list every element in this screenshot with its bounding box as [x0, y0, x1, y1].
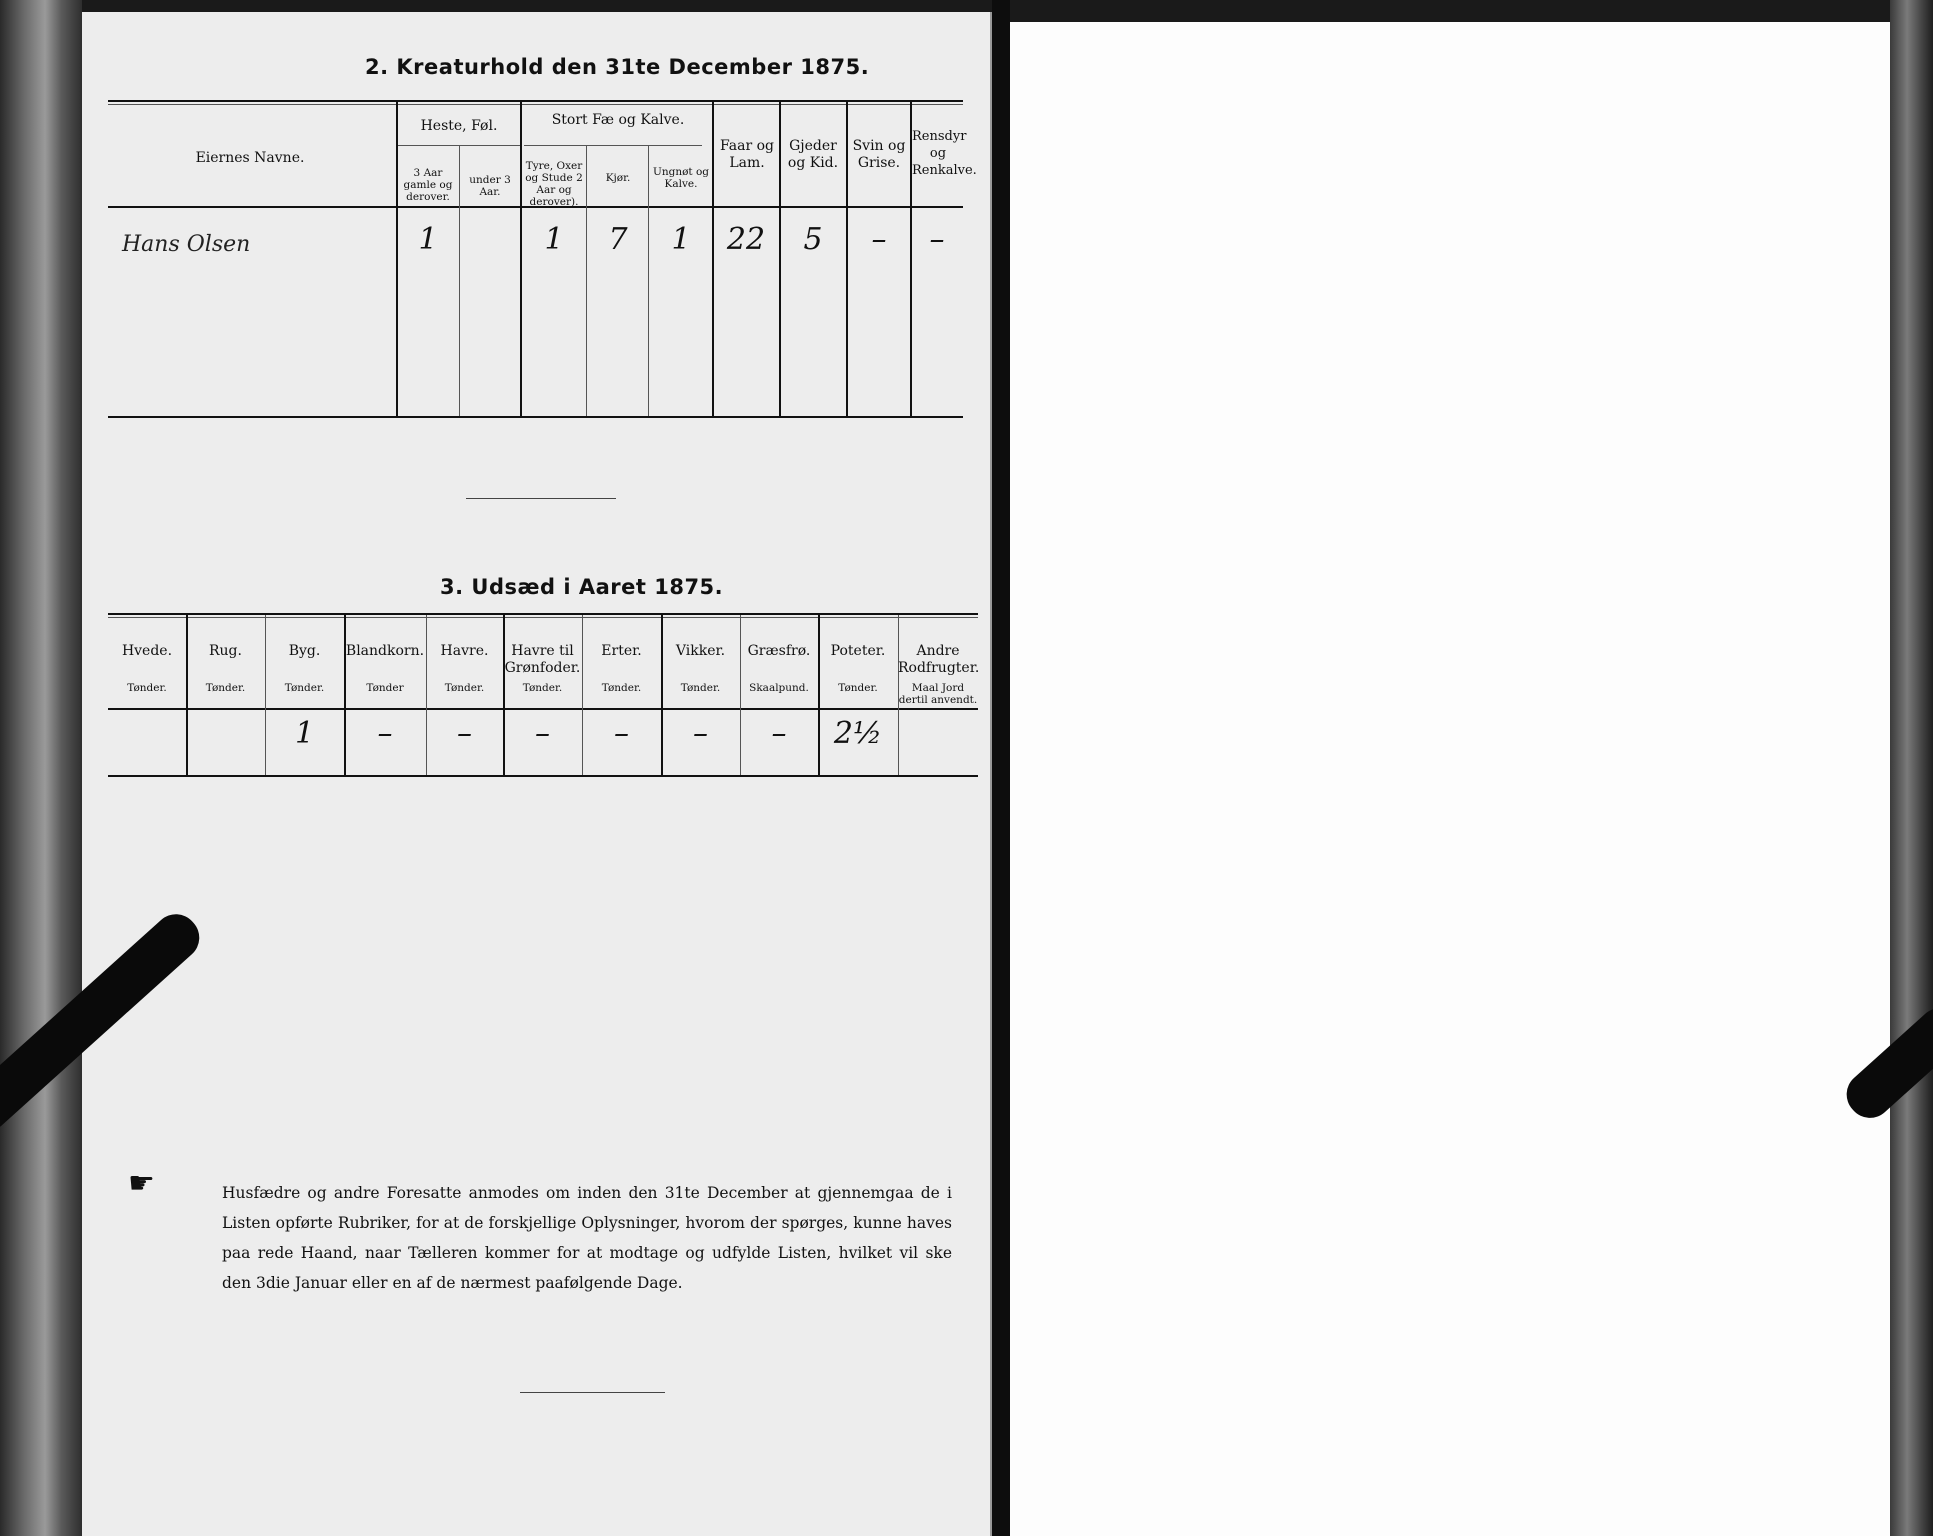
- seed-value-cell: 1: [294, 716, 315, 751]
- seed-value-cell: –: [693, 716, 708, 751]
- book-edge-right: [1890, 0, 1933, 1536]
- seed-col-unit: Tønder.: [127, 682, 167, 694]
- table2-col-sep: [648, 145, 649, 416]
- table2-top-rule: [108, 100, 963, 102]
- col-horses-young-header: under 3 Aar.: [469, 174, 511, 198]
- table2-col-sep: [712, 102, 714, 416]
- table2-col-sep: [396, 102, 398, 416]
- seed-col-name: Andre Rodfrugter.: [898, 643, 980, 676]
- seed-value-cell: –: [614, 716, 629, 751]
- col-cattle-header: Stort Fæ og Kalve.: [551, 112, 685, 128]
- col-horses-old-header: 3 Aar gamle og derover.: [403, 167, 453, 203]
- table3-header-rule: [108, 708, 978, 710]
- col-young-cattle-header: Ungnøt og Kalve.: [652, 166, 710, 190]
- seed-col-name: Poteter.: [830, 643, 886, 659]
- table2-cattle-subrule: [524, 145, 702, 146]
- col-horses-header: Heste, Føl.: [420, 118, 498, 134]
- seed-col-name: Havre.: [440, 643, 489, 659]
- seed-col-unit: Tønder.: [680, 682, 721, 694]
- cell-young-cattle: 1: [671, 222, 691, 257]
- col-sheep-header: Faar og Lam.: [720, 138, 774, 171]
- table3-col-sep: [661, 615, 663, 775]
- seed-col-name: Byg.: [288, 643, 321, 659]
- notice-text: Husfædre og andre Foresatte anmodes om inden den 31te December at gjennemgaa de i Listen opførte Rubriker, for at de forskjellige Oplysninger, hvorom der spørges, kunne haves paa rede Haand, naar Tælleren kommer for at modtage og udfylde Listen, hvilket vil ske den 3die Januar eller en af de nærmest paafølgende Dage.: [222, 1184, 952, 1292]
- seed-col-unit: Tønder: [366, 682, 404, 694]
- seed-col-unit: Tønder.: [838, 682, 878, 694]
- seed-col-name: Græsfrø.: [747, 643, 811, 659]
- seed-col-name: Vikker.: [675, 643, 726, 659]
- table2-horse-subrule: [396, 145, 520, 146]
- seed-col-name: Havre til Grønfoder.: [504, 643, 581, 676]
- col-pigs-header: Svin og Grise.: [852, 138, 906, 171]
- table3-col-sep: [344, 615, 346, 775]
- seed-col-unit: Skaalpund.: [749, 682, 809, 694]
- seed-col-unit: Tønder.: [205, 682, 246, 694]
- cell-bulls: 1: [544, 222, 564, 257]
- table3-top-rule: [108, 613, 978, 615]
- seed-col-unit: Tønder.: [284, 682, 325, 694]
- cell-goats: 5: [803, 222, 823, 257]
- cell-sheep: 22: [726, 222, 766, 257]
- seed-col-name: Blandkorn.: [345, 643, 425, 659]
- seed-col-name: Rug.: [209, 643, 242, 659]
- col-owner-header: Eiernes Navne.: [195, 150, 305, 166]
- col-cows-header: Kjør.: [605, 172, 631, 184]
- table3-col-sep: [582, 615, 583, 775]
- pointing-hand-icon: ☛: [128, 1166, 155, 1201]
- table3-col-sep: [186, 615, 188, 775]
- seed-col-unit: Maal Jord dertil anvendt.: [898, 682, 978, 706]
- col-bulls-header: Tyre, Oxer og Stude 2 Aar og derover).: [525, 160, 583, 208]
- seed-col-unit: Tønder.: [601, 682, 642, 694]
- table3-col-sep: [503, 615, 505, 775]
- table3-bottom-rule: [108, 775, 978, 777]
- cell-pigs: –: [871, 222, 887, 257]
- seed-value-cell: –: [535, 716, 550, 751]
- seed-col-name: Erter.: [601, 643, 642, 659]
- section2-title: 2. Kreaturhold den 31te December 1875.: [365, 55, 870, 79]
- separator-rule: [466, 498, 616, 499]
- seed-col-unit: Tønder.: [444, 682, 485, 694]
- seed-col-name: Hvede.: [121, 643, 173, 659]
- bottom-rule: [520, 1392, 665, 1393]
- book-spine: [992, 0, 1010, 1536]
- blank-page: [1010, 22, 1890, 1536]
- table2-top-rule-inner: [108, 104, 963, 105]
- table2-col-sep: [586, 145, 587, 416]
- seed-value-cell: 2½: [833, 716, 883, 751]
- seed-col-unit: Tønder.: [522, 682, 563, 694]
- seed-value-cell: –: [457, 716, 472, 751]
- cell-reindeer: –: [929, 222, 945, 257]
- seed-value-cell: –: [771, 716, 787, 751]
- table2-bottom-rule: [108, 416, 963, 418]
- table3-col-sep: [740, 615, 741, 775]
- col-goats-header: Gjeder og Kid.: [787, 138, 839, 171]
- table3-col-sep: [426, 615, 427, 775]
- seed-value-cell: –: [377, 716, 393, 751]
- cell-cows: 7: [608, 222, 628, 257]
- col-reindeer-header: Rensdyr og Renkalve.: [912, 129, 977, 178]
- table3-top-rule-inner: [108, 617, 978, 618]
- cell-horses-old: 1: [418, 222, 438, 257]
- section3-title: 3. Udsæd i Aaret 1875.: [440, 575, 724, 599]
- table3-col-sep: [265, 615, 266, 775]
- table2-col-sep: [520, 102, 522, 416]
- table3-col-sep: [818, 615, 820, 775]
- owner-name: Hans Olsen: [122, 232, 251, 257]
- book-edge-left: [0, 0, 82, 1536]
